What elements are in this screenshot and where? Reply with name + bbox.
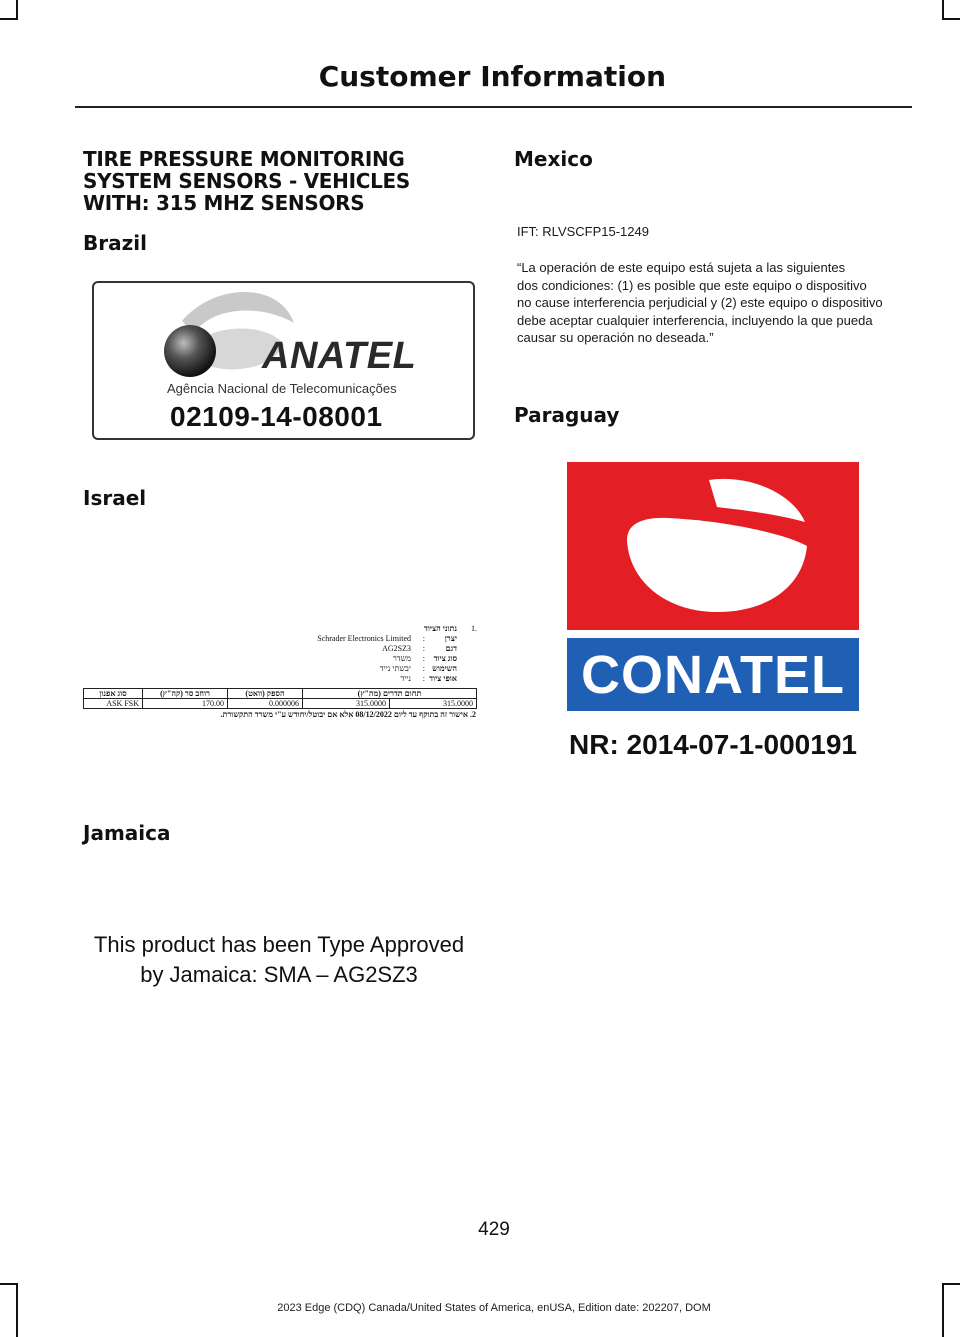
list-item [300, 674, 477, 684]
list-item-label: אופי ציוד [429, 674, 457, 683]
list-item [300, 654, 477, 664]
list-item-value: נייד [400, 674, 411, 683]
list-item-sep: : [422, 644, 425, 653]
table-cell: ASK FSK [84, 699, 143, 709]
israel-note-text: אישור זה בתוקף עד ליום 08/12/2022 אלא אם יבוטל/יחודש ע"י משרד התקשורת. [220, 710, 468, 719]
crop-mark [16, 0, 18, 20]
section-title [83, 148, 483, 214]
list-item-value: AG2SZ3 [382, 644, 411, 653]
mexico-ift-number: IFT: RLVSCFP15-1249 [517, 224, 649, 239]
anatel-agency: Agência Nacional de Telecomunicações [167, 381, 397, 396]
list-item-num: 1. [471, 624, 477, 633]
table-header: הספק (וואט) [228, 689, 303, 699]
conatel-brand: CONATEL [581, 645, 845, 705]
list-item-value: יבשתי נייד [379, 664, 411, 673]
paragraph-line: no cause interferencia perjudicial y (2) este equipo o dispositivo [517, 295, 883, 310]
paragraph-line: debe aceptar cualquier interferencia, incluyendo la que pueda [517, 312, 873, 328]
crop-mark [942, 18, 960, 20]
section-title-line: TIRE PRESSURE MONITORING [83, 147, 405, 171]
anatel-code: 02109-14-08001 [170, 401, 383, 432]
list-item [300, 624, 477, 634]
jamaica-approval-text [83, 930, 475, 990]
paragraph-line: causar su operación no deseada.” [517, 330, 714, 345]
page-title: Customer Information [318, 60, 666, 93]
table-cell: 315.0000 [303, 699, 390, 709]
jamaica-text-line: This product has been Type Approved [93, 932, 465, 957]
paragraph-line: dos condiciones: (1) es posible que este equipo o dispositivo [517, 277, 867, 293]
list-item [300, 644, 477, 654]
header-rule [75, 106, 912, 108]
conatel-registration-number: NR: 2014-07-1-000191 [569, 729, 857, 760]
table-cell: 170.00 [143, 699, 228, 709]
page-number: 429 [478, 1219, 510, 1240]
list-item-value: משדר [392, 654, 411, 663]
list-item-label: סוג ציוד [433, 654, 457, 663]
list-item-value: Schrader Electronics Limited [317, 634, 411, 643]
crop-mark [0, 1283, 18, 1285]
table-row [84, 699, 477, 709]
anatel-label [92, 281, 475, 440]
subhead-brazil: Brazil [83, 231, 147, 255]
paragraph-line: “La operación de este equipo está sujeta a las siguientes [517, 260, 846, 275]
table-header: סוג אפנון [84, 689, 143, 699]
list-item-label: נתוני הציוד [423, 624, 457, 633]
israel-validity-note [216, 710, 476, 719]
list-item-label: יצרן [444, 634, 457, 643]
conatel-emblem-icon [567, 462, 859, 630]
list-item-label: דגם [445, 644, 457, 653]
jamaica-text-line: by Jamaica: SMA – AG2SZ3 [140, 962, 418, 987]
table-cell: 0.000006 [228, 699, 303, 709]
subhead-paraguay: Paraguay [514, 403, 620, 427]
israel-note-num: 2. [470, 710, 476, 719]
conatel-separator [567, 630, 859, 636]
section-title-line: WITH: 315 MHZ SENSORS [83, 191, 365, 215]
list-item-sep: : [422, 674, 425, 683]
crop-mark [942, 1283, 960, 1285]
subhead-jamaica: Jamaica [83, 821, 171, 845]
list-item [300, 664, 477, 674]
table-header: תחום תדרים (מה"ץ) [303, 689, 477, 699]
israel-equipment-list [300, 624, 477, 684]
table-header-row [84, 689, 477, 699]
list-item-sep: : [422, 654, 425, 663]
conatel-logo-red-panel [567, 462, 859, 630]
list-item-sep: : [422, 664, 425, 673]
section-title-line: SYSTEM SENSORS - VEHICLES [83, 169, 411, 193]
crop-mark [942, 0, 944, 20]
list-item-sep: : [422, 634, 425, 643]
anatel-brand: ANATEL [262, 335, 417, 377]
table-header: רוחב סר (קה"ץ) [143, 689, 228, 699]
subhead-mexico: Mexico [514, 147, 593, 171]
israel-frequency-table [83, 688, 477, 709]
list-item-label: השימוש [432, 664, 457, 673]
edition-footer: 2023 Edge (CDQ) Canada/United States of America, enUSA, Edition date: 202207, DOM [277, 1302, 711, 1314]
crop-mark [0, 18, 18, 20]
table-cell: 315.0000 [390, 699, 477, 709]
mexico-paragraph [517, 259, 917, 347]
list-item [300, 634, 477, 644]
subhead-israel: Israel [83, 486, 147, 510]
